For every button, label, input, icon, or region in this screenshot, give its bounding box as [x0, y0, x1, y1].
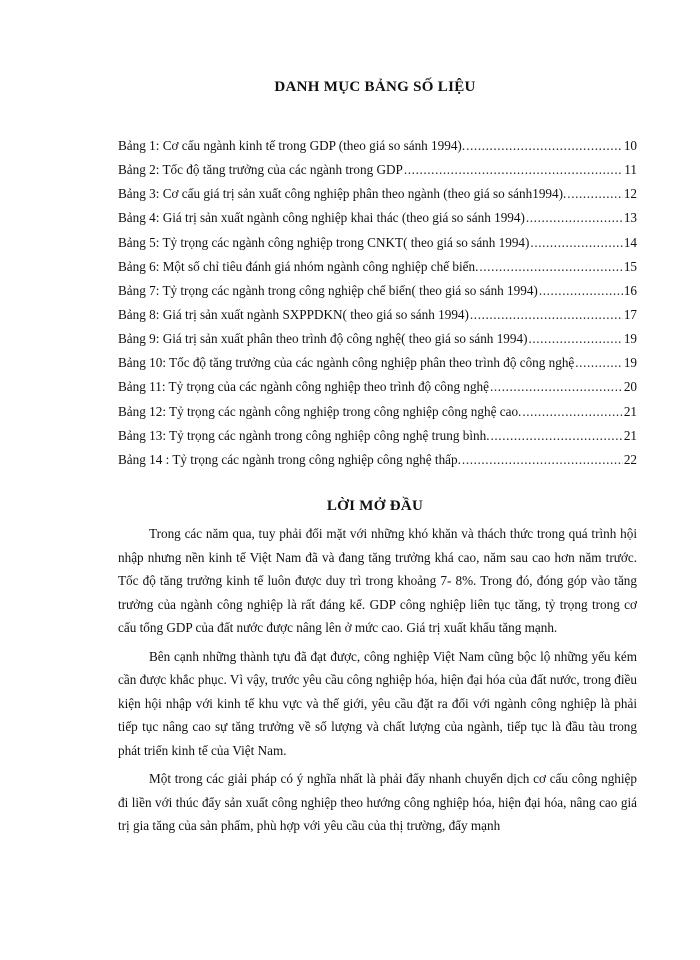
toc-leader-dots — [479, 257, 622, 277]
toc-entry[interactable] — [118, 233, 637, 257]
toc-entry-label: Bảng 8: Giá trị sản xuất ngành SXPPDKN( theo giá so sánh 1994) — [118, 306, 469, 322]
toc-entry[interactable] — [118, 305, 637, 329]
toc-entry[interactable] — [118, 402, 637, 426]
toc-entry-page: 19 — [623, 331, 637, 347]
toc-entry-label: Bảng 3: Cơ cấu giá trị sản xuất công nghiệp phân theo ngành (theo giá so sánh1994). — [118, 186, 567, 202]
toc-entry[interactable] — [118, 281, 637, 305]
toc-entry-label: Bảng 14 : Tỷ trọng các ngành trong công nghiệp công nghệ thấp. — [118, 451, 461, 467]
toc-entry-label: Bảng 10: Tốc độ tăng trưởng của các ngành công nghiệp phân theo trình độ công nghệ — [118, 355, 575, 371]
toc-entry-page: 16 — [623, 282, 637, 298]
toc-entry-page: 20 — [623, 379, 637, 395]
toc-entry[interactable] — [118, 377, 637, 401]
toc-entry[interactable] — [118, 329, 637, 353]
intro-paragraph: Bên cạnh những thành tựu đã đạt được, công nghiệp Việt Nam cũng bộc lộ những yếu kém cần được khắc phục. Vì vậy, trước yêu cầu công nghiệp hóa, hiện đại hóa của đất nước, trong điều kiện hội nhập với kinh tế khu vực và thế giới, yêu cầu đặt ra đối với ngành công nghiệp là phải tiếp tục nâng cao sự tăng trưởng về số lượng và chất lượng của ngành, tiếp tục là đầu tàu trong phát triển kinh tế của Việt Nam. — [118, 648, 637, 758]
toc-entry-label: Bảng 4: Giá trị sản xuất ngành công nghiệp khai thác (theo giá so sánh 1994) — [118, 210, 525, 226]
toc-entry-page: 10 — [623, 138, 637, 153]
toc-entry-page: 19 — [623, 355, 637, 371]
toc-entry-page: 15 — [623, 258, 637, 274]
toc-entry-label: Bảng 6: Một số chỉ tiêu đánh giá nhóm ngành công nghiệp chế biến. — [118, 258, 479, 274]
intro-body — [118, 522, 637, 843]
toc-leader-dots — [404, 160, 623, 180]
toc-entry[interactable] — [118, 160, 637, 184]
toc-leader-dots — [575, 353, 623, 373]
toc-leader-dots — [462, 450, 623, 470]
toc-entry-label: Bảng 11: Tỷ trọng của các ngành công nghiệp theo trình độ công nghệ — [118, 379, 489, 395]
toc-leader-dots — [490, 377, 623, 397]
toc-entry-page: 13 — [623, 210, 637, 226]
table-of-contents — [118, 136, 637, 474]
toc-entry-label: Bảng 5: Tỷ trọng các ngành công nghiệp trong CNKT( theo giá so sánh 1994) — [118, 234, 530, 250]
toc-leader-dots — [466, 136, 623, 156]
toc-entry-page: 21 — [623, 427, 637, 443]
toc-entry-label: Bảng 9: Giá trị sản xuất phân theo trình độ công nghệ( theo giá so sánh 1994) — [118, 331, 528, 347]
intro-paragraph: Trong các năm qua, tuy phải đối mặt với những khó khăn và thách thức trong quá trình hội nhập nhưng nền kinh tế Việt Nam đã và đang tăng trưởng khá cao, năm sau cao hơn năm trước. Tốc độ tăng trưởng kinh tế luôn được duy trì trong khoảng 7- 8%. Trong đó, đóng góp vào tăng trưởng của ngành công nghiệp là rất đáng kể. GDP công nghiệp liên tục tăng, tỷ trọng trong cơ cấu tổng GDP của đất nước được nâng lên ở mức cao. Giá trị xuất khẩu tăng mạnh. — [118, 526, 637, 635]
toc-entry-page: 14 — [623, 234, 637, 250]
toc-entry-label: Bảng 13: Tỷ trọng các ngành trong công nghiệp công nghệ trung bình. — [118, 427, 490, 443]
toc-entry[interactable] — [118, 353, 637, 377]
toc-leader-dots — [567, 184, 623, 204]
toc-entry-page: 11 — [624, 162, 637, 178]
toc-leader-dots — [530, 233, 622, 253]
intro-title: LỜI MỞ ĐẦU — [326, 498, 424, 514]
toc-entry[interactable] — [118, 184, 637, 208]
toc-entry-label: Bảng 7: Tỷ trọng các ngành trong công nghiệp chế biến( theo giá so sánh 1994) — [118, 282, 538, 298]
toc-entry-page: 22 — [623, 451, 637, 467]
toc-entry-page: 17 — [623, 306, 637, 322]
toc-entry-label: Bảng 1: Cơ cấu ngành kinh tế trong GDP (theo giá so sánh 1994). — [118, 138, 466, 153]
toc-leader-dots — [526, 208, 623, 228]
toc-entry[interactable] — [118, 208, 637, 232]
toc-leader-dots — [539, 281, 623, 301]
toc-entry[interactable] — [118, 257, 637, 281]
intro-paragraph: Một trong các giải pháp có ý nghĩa nhất là phải đẩy nhanh chuyển dịch cơ cấu công nghiệp đi liền với thúc đẩy sản xuất công nghiệp theo hướng công nghiệp hóa, hiện đại hóa, nâng cao giá trị gia tăng của sản phẩm, phù hợp với yêu cầu của thị trường, đẩy mạnh — [118, 771, 637, 833]
toc-entry-label: Bảng 12: Tỷ trọng các ngành công nghiệp trong công nghiệp công nghệ cao. — [118, 403, 522, 419]
toc-entry-page: 12 — [623, 186, 637, 202]
toc-leader-dots — [522, 402, 622, 422]
toc-leader-dots — [528, 329, 622, 349]
toc-entry[interactable] — [118, 136, 637, 160]
toc-entry-label: Bảng 2: Tốc độ tăng trưởng của các ngành trong GDP — [118, 162, 403, 178]
toc-title: DANH MỤC BẢNG SỐ LIỆU — [274, 79, 476, 95]
toc-leader-dots — [470, 305, 623, 325]
toc-entry-page: 21 — [623, 403, 637, 419]
toc-leader-dots — [491, 426, 623, 446]
toc-entry[interactable] — [118, 450, 637, 474]
toc-entry[interactable] — [118, 426, 637, 450]
